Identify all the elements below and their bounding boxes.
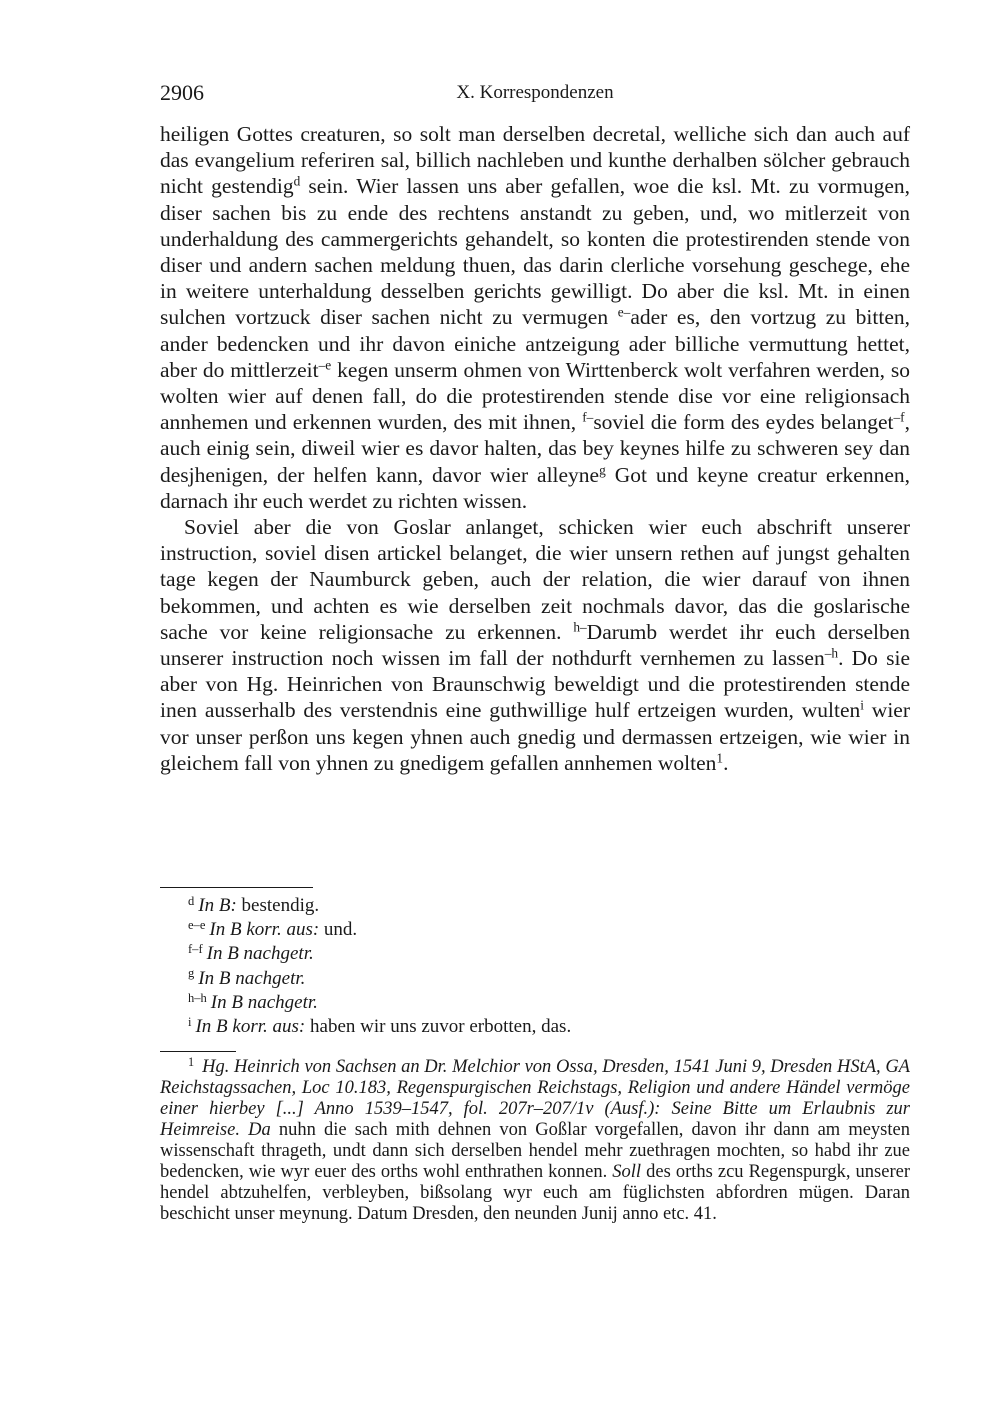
footnote-1: $^1$ Hg. Heinrich von Sachsen an Dr. Melchior von Ossa, Dresden, 1541 Juni 9, Dresden HStA, GA Reichstagssachen, Loc 10.183, Regenspurgischen Reichstags, Religion und andere Händel vermöge einer hierbey [...] Anno 1539–1547, fol. 207r–207/1v (Ausf.): Seine Bitte um Erlaubnis zur Heimreise. Da nuhn die sach mith dehnen von Goßlar vorgefallen, davon ihr dann am meysten wissenschaft thrageth, undt dann sich derselben hendel mehr zuethragen mochten, so habd ihr zue bedencken, wie wyr euer des orths wohl enthrathen konnen. Soll des orths zcu Regenspurgk, unserer hendel abtzuhelfen, verbleyben, bißsolang wyr euch am füglichsten abfordren mügen. Daran beschicht unser meynung. Datum Dresden, den neunden Junij anno etc. 41. (160, 1054, 910, 1224)
footnote-number: 1 (188, 1054, 195, 1069)
apparatus-entry: $^g$ In B nachgetr. (188, 966, 306, 989)
paragraph-1: heiligen Gottes creaturen, so solt man derselben decretal, welliche sich dan auch auf das evangelium referiren sal, billich nachleben und kunthe derhalben sölcher gebrauch nicht gestendig$^d$ sein. Wier lassen uns aber gefallen, woe die ksl. Mt. zu vormugen, diser sachen bis zu ende des rechtens anstandt zu geben, und, wo mitlerzeit von underhaldung des cammergerichts gehandelt, so konten die protestirenden stende von diser und andern sachen meldung thuen, das darin clerliche vorsehung geschege, ehe in weitere unterhaldung desselben gerichts gewilligt. Do aber die ksl. Mt. in einen sulchen vortzuck diser sachen nicht zu vermugen $^{e-}$ader es, den vortzug zu bitten, ander bedencken und ihr davon einiche antzeigung ader billiche vermuttung hettet, aber do mittlerzeit$^{-e}$ kegen unserm ohmen von Wirttenberck wolt verfahren werden, so wolten wier auf denen fall, do die protestirenden stende dise vor eine religionsach annhemen und erkennen wurden, des mit ihnen, $^{f-}$soviel die form des eydes belanget$^{-f}$, auch einig sein, diweil wier es davor halten, das bey keynes hilfe zu schweren sey dan desjhenigen, der helfen kann, davor wier alleyne$^g$ Got und keyne creatur erkennen, darnach ihr euch werdet zu richten wissen. (160, 122, 911, 513)
footnote-reference: 1 (716, 750, 724, 766)
note-marker: h– (573, 619, 587, 635)
note-marker: d (293, 174, 301, 190)
apparatus-entry: $^{h-h}$ In B nachgetr. (188, 990, 318, 1013)
note-marker: e– (617, 305, 631, 321)
apparatus-entry: $^{f-f}$ In B nachgetr. (188, 942, 314, 965)
paragraph-2: Soviel aber die von Goslar anlanget, schicken wier euch abschrift unserer instruction, soviel disen artickel belanget, die wier unsern rethen auf jungst gehalten tage kegen der Naumburck geben, auch der relation, die wier darauf von ihnen bekommen, und achten es wie derselben zeit nochmals davor, das die goslarische sache vor keine religionsache zu erkennen. $^{h-}$Darumb werdet ihr euch derselben unserer instruction noch wissen im fall der nothdurft vernhemen zu lassen$^{-h}$. Do sie aber von Hg. Heinrichen von Braunschwig beweldigt und die protestirenden stende inen ausserhalb des verstendnis eine guthwillige hulf ertzeigen wurden, wulten$^i$ wier vor unser perßon uns kegen yhnen auch gnedig und dermassen ertzeigen, wie wier in gleichem fall von yhnen zu gnedigem gefallen annhemen wolten$^1$. (160, 515, 911, 775)
note-marker: g (599, 462, 606, 478)
apparatus-entry: $^{e-e}$ In B korr. aus: und. (188, 917, 358, 941)
apparatus-entry: $^i$ In B korr. aus: haben wir uns zuvor erbotten, das. (188, 1014, 572, 1038)
note-marker: –h (824, 645, 839, 661)
apparatus-divider (160, 887, 313, 888)
note-marker: –e (318, 357, 332, 373)
page-number: 2906 (160, 80, 204, 105)
page-header (160, 80, 910, 106)
note-marker: f– (582, 409, 594, 425)
main-text (160, 121, 910, 776)
critical-apparatus (160, 894, 910, 1039)
running-title: X. Korrespondenzen (456, 82, 614, 103)
apparatus-entry: $^d$ In B: bestendig. (188, 893, 320, 916)
footnote-divider (160, 1051, 236, 1052)
note-marker: i (860, 698, 864, 714)
note-marker: –f (893, 409, 905, 425)
